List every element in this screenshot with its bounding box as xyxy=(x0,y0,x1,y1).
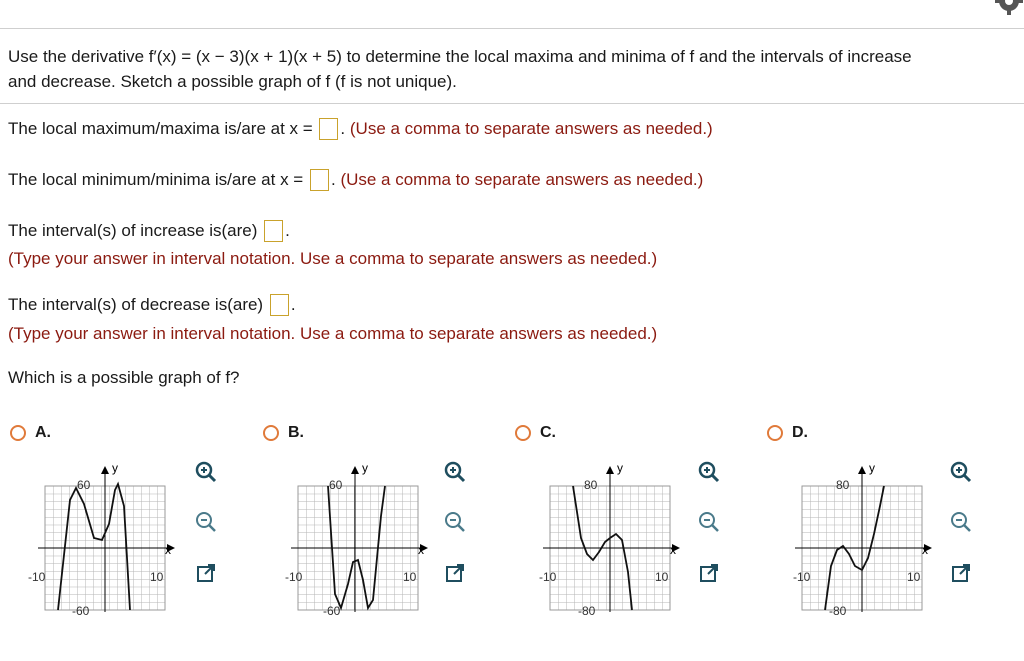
option-c-zoom-out[interactable] xyxy=(695,508,723,536)
question-prompt xyxy=(8,44,1018,94)
y-axis-label: y xyxy=(362,461,368,475)
x-tick-right: 10 xyxy=(403,570,417,584)
zoom-out-icon xyxy=(192,508,220,536)
y-tick-top: 80 xyxy=(836,478,850,492)
x-axis-label: x xyxy=(670,543,676,557)
expand-icon xyxy=(695,559,723,587)
option-a-zoom-in[interactable] xyxy=(192,458,220,486)
zoom-in-icon xyxy=(947,458,975,486)
zoom-in-icon xyxy=(192,458,220,486)
y-axis-label: y xyxy=(112,461,118,475)
option-d-zoom-out[interactable] xyxy=(947,508,975,536)
expand-icon xyxy=(192,559,220,587)
local-min-question: The local minimum/minima is/are at x = . (Use a comma to separate answers as needed.) xyxy=(8,170,704,189)
decrease-hint: (Type your answer in interval notation. Use a comma to separate answers as needed.) xyxy=(8,324,658,343)
zoom-out-icon xyxy=(947,508,975,536)
y-axis-arrow xyxy=(351,466,359,474)
local-min-hint: (Use a comma to separate answers as needed.) xyxy=(340,170,704,189)
option-d-zoom-in[interactable] xyxy=(947,458,975,486)
local-max-hint: (Use a comma to separate answers as needed.) xyxy=(349,119,713,138)
decrease-label: The interval(s) of decrease is(are) xyxy=(8,295,264,314)
option-a-expand[interactable] xyxy=(192,559,220,587)
x-tick-right: 10 xyxy=(907,570,921,584)
y-axis-arrow xyxy=(858,466,866,474)
option-b-label: B. xyxy=(288,424,304,441)
zoom-in-icon xyxy=(695,458,723,486)
x-tick-left: -10 xyxy=(28,570,46,584)
prompt-line-2: and decrease. Sketch a possible graph of f (f is not unique). xyxy=(8,72,457,91)
decrease-question: The interval(s) of decrease is(are) . xyxy=(8,295,296,314)
x-tick-left: -10 xyxy=(793,570,811,584)
x-tick-right: 10 xyxy=(150,570,164,584)
prompt-divider xyxy=(0,103,1024,104)
zoom-out-icon xyxy=(441,508,469,536)
option-c-select[interactable] xyxy=(515,424,556,442)
option-b-expand[interactable] xyxy=(441,559,469,587)
option-c-label: C. xyxy=(540,424,556,441)
x-tick-right: 10 xyxy=(655,570,669,584)
option-a-graph xyxy=(10,454,180,618)
x-tick-left: -10 xyxy=(285,570,303,584)
local-min-label: The local minimum/minima is/are at x = xyxy=(8,170,304,189)
option-c-expand[interactable] xyxy=(695,559,723,587)
option-c-graph xyxy=(515,454,685,618)
option-a-select[interactable] xyxy=(10,424,51,442)
y-axis-label: y xyxy=(617,461,623,475)
increase-label: The interval(s) of increase is(are) xyxy=(8,221,258,240)
expand-icon xyxy=(441,559,469,587)
decrease-answer-box[interactable] xyxy=(270,294,289,316)
y-axis-label: y xyxy=(869,461,875,475)
option-a-label: A. xyxy=(35,424,51,441)
zoom-out-icon xyxy=(695,508,723,536)
option-a-zoom-out[interactable] xyxy=(192,508,220,536)
option-d-select[interactable] xyxy=(767,424,808,442)
x-axis-label: x xyxy=(922,543,928,557)
option-d-expand[interactable] xyxy=(947,559,975,587)
y-tick-bottom: -80 xyxy=(829,604,847,618)
increase-answer-box[interactable] xyxy=(264,220,283,242)
x-axis-label: x xyxy=(165,543,171,557)
y-tick-top: 80 xyxy=(584,478,598,492)
y-axis-arrow xyxy=(101,466,109,474)
local-max-answer-box[interactable] xyxy=(319,118,338,140)
x-tick-left: -10 xyxy=(539,570,557,584)
option-a-radio[interactable] xyxy=(10,425,26,441)
y-tick-top: 60 xyxy=(77,478,91,492)
gear-icon[interactable] xyxy=(994,0,1024,16)
increase-hint: (Type your answer in interval notation. Use a comma to separate answers as needed.) xyxy=(8,249,658,268)
option-b-radio[interactable] xyxy=(263,425,279,441)
y-tick-bottom: -80 xyxy=(578,604,596,618)
expand-icon xyxy=(947,559,975,587)
y-tick-bottom: -60 xyxy=(323,604,341,618)
x-axis-label: x xyxy=(418,543,424,557)
y-tick-top: 60 xyxy=(329,478,343,492)
option-b-select[interactable] xyxy=(263,424,304,442)
prompt-line-1: Use the derivative f′(x) = (x − 3)(x + 1)(x + 5) to determine the local maxima and minima of f and the intervals of increase xyxy=(8,47,912,66)
option-d-label: D. xyxy=(792,424,808,441)
option-b-zoom-out[interactable] xyxy=(441,508,469,536)
graph-question: Which is a possible graph of f? xyxy=(8,368,240,387)
increase-question: The interval(s) of increase is(are) . xyxy=(8,221,290,240)
option-c-radio[interactable] xyxy=(515,425,531,441)
option-d-graph xyxy=(767,454,937,618)
zoom-in-icon xyxy=(441,458,469,486)
option-d-radio[interactable] xyxy=(767,425,783,441)
local-min-answer-box[interactable] xyxy=(310,169,329,191)
local-max-label: The local maximum/maxima is/are at x = xyxy=(8,119,313,138)
y-tick-bottom: -60 xyxy=(72,604,90,618)
local-max-question: The local maximum/maxima is/are at x = . (Use a comma to separate answers as needed.) xyxy=(8,119,713,138)
y-axis-arrow xyxy=(606,466,614,474)
option-c-zoom-in[interactable] xyxy=(695,458,723,486)
option-b-graph xyxy=(263,454,433,618)
top-divider xyxy=(0,28,1024,29)
option-b-zoom-in[interactable] xyxy=(441,458,469,486)
